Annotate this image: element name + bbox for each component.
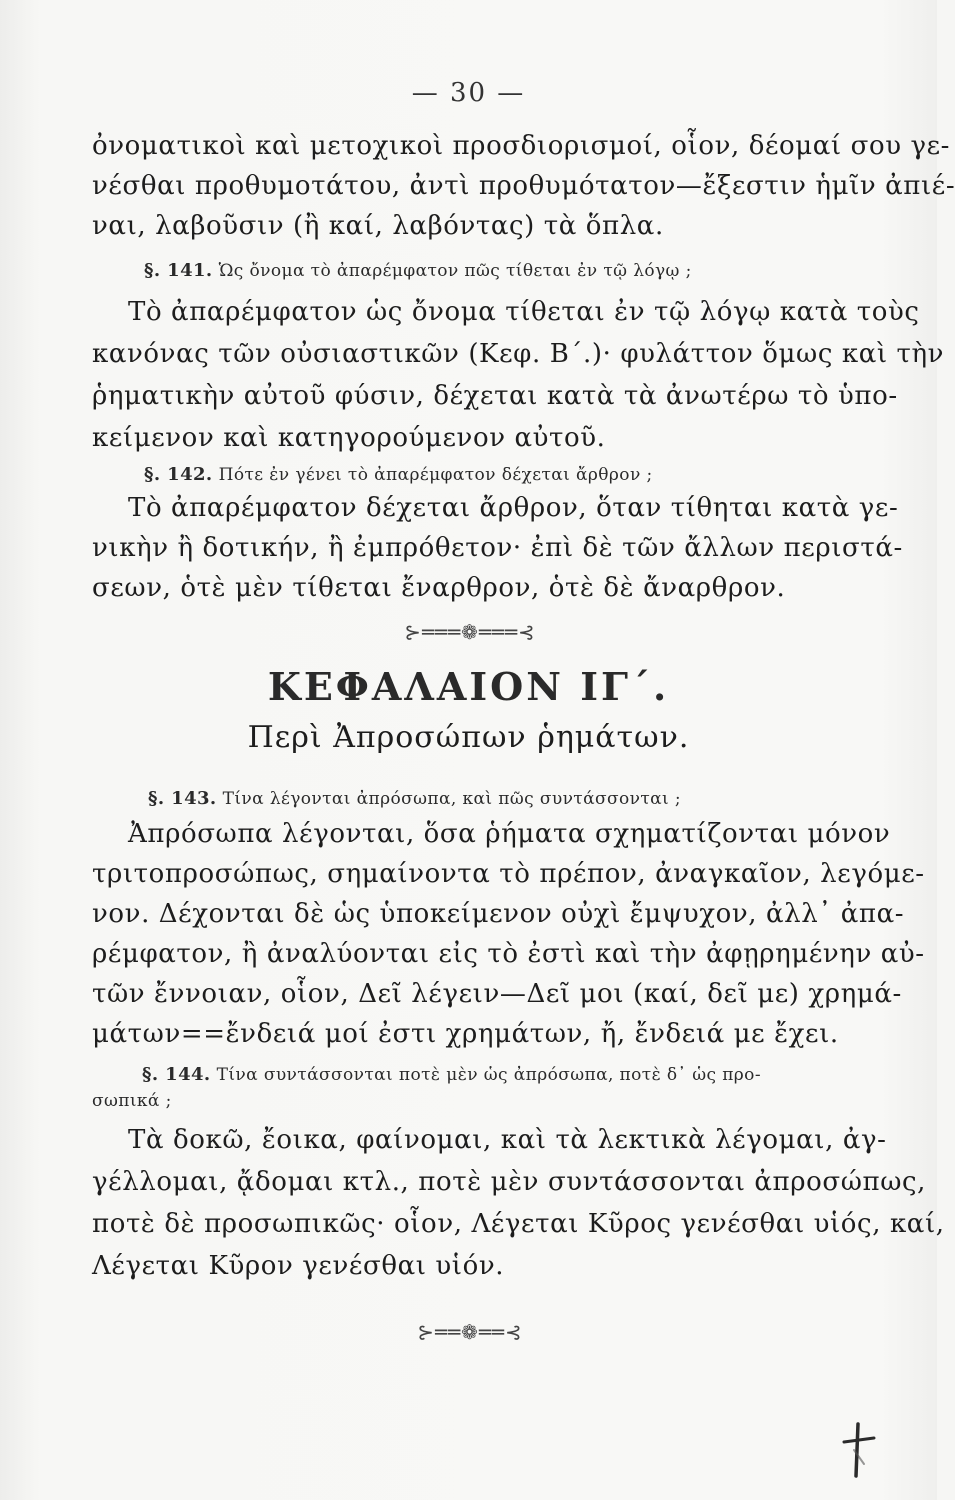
page-number: — 30 — [411, 78, 526, 108]
text-line: γέλλομαι, ᾄδομαι κτλ., ποτὲ μὲν συντάσσονται ἀπροσώπως, [92, 1167, 927, 1197]
section-number: §. 141. [144, 260, 213, 281]
chapter-title: ΚΕΦΑΛΑΙΟΝ ΙΓ΄. [267, 664, 670, 709]
question-text: Τίνα συντάσσονται ποτὲ μὲν ὡς ἀπρόσωπα, ποτὲ δ᾿ ὡς προ- [216, 1065, 761, 1085]
question-text: Πότε ἐν γένει τὸ ἀπαρέμφατον δέχεται ἄρθρον ; [218, 465, 653, 485]
text-line: ναι, λαβοῦσιν (ἢ καί, λαβόντας) τὰ ὅπλα. [92, 211, 664, 241]
section-question-continued: σωπικά ; [92, 1091, 172, 1111]
ornament-divider-bottom: ⊱══❁══⊰ [417, 1320, 523, 1344]
text-line: κείμενον καὶ κατηγορούμενον αὐτοῦ. [92, 423, 606, 453]
text-line: Λέγεται Κῦρον γενέσθαι υἱόν. [92, 1251, 505, 1281]
section-number: §. 144. [142, 1064, 211, 1085]
text-line: Τὸ ἀπαρέμφατον δέχεται ἄρθρον, ὅταν τίθηται κατὰ γε- [128, 493, 899, 523]
section-number: §. 143. [148, 788, 217, 809]
section-question [144, 258, 844, 284]
text-line: Τὰ δοκῶ, ἔοικα, φαίνομαι, καὶ τὰ λεκτικὰ λέγομαι, ἀγ- [128, 1125, 887, 1155]
handwritten-cross-mark [838, 1420, 878, 1480]
section-question [148, 786, 848, 812]
text-line: ῥηματικὴν αὐτοῦ φύσιν, δέχεται κατὰ τὰ ἀνωτέρω τὸ ὑπο- [92, 381, 898, 411]
text-line: τριτοπροσώπως, σημαίνοντα τὸ πρέπον, ἀναγκαῖον, λεγόμε- [92, 859, 925, 889]
section-number: §. 142. [144, 464, 213, 485]
text-line: ὀνοματικοὶ καὶ μετοχικοὶ προσδιορισμοί, οἷον, δέομαί σου γε- [92, 131, 951, 161]
text-line: μάτων==ἔνδειά μοί ἐστι χρημάτων, ἤ, ἔνδειά με ἔχει. [92, 1019, 839, 1049]
text-line: Ἀπρόσωπα λέγονται, ὅσα ῥήματα σχηματίζονται μόνον [128, 819, 891, 849]
text-line: νον. Δέχονται δὲ ὡς ὑποκείμενον οὐχὶ ἔμψυχον, ἀλλ᾿ ἀπα- [92, 899, 905, 929]
text-line: τῶν ἔννοιαν, οἷον, Δεῖ λέγειν—Δεῖ μοι (καί, δεῖ με) χρημά- [92, 979, 902, 1009]
text-line: σεων, ὁτὲ μὲν τίθεται ἔναρθρον, ὁτὲ δὲ ἄναρθρον. [92, 573, 786, 603]
text-line: νικὴν ἢ δοτικήν, ἢ ἐμπρόθετον· ἐπὶ δὲ τῶν ἄλλων περιστά- [92, 533, 903, 563]
section-question [142, 1062, 850, 1088]
text-line: ρέμφατον, ἢ ἀναλύονται εἰς τὸ ἐστὶ καὶ τὴν ἀφῃρημένην αὐ- [92, 939, 925, 969]
text-line: ποτὲ δὲ προσωπικῶς· οἷον, Λέγεται Κῦρος γενέσθαι υἱός, καί, [92, 1209, 945, 1239]
ornament-divider: ⊱═══❁═══⊰ [404, 620, 536, 644]
question-text: Τίνα λέγονται ἀπρόσωπα, καὶ πῶς συντάσσονται ; [222, 789, 682, 809]
text-line: κανόνας τῶν οὐσιαστικῶν (Κεφ. Β΄.)· φυλάττον ὅμως καὶ τὴν [92, 339, 945, 369]
section-question [144, 462, 844, 488]
text-line: Τὸ ἀπαρέμφατον ὡς ὄνομα τίθεται ἐν τῷ λόγῳ κατὰ τοὺς [128, 297, 920, 327]
chapter-subtitle: Περὶ Ἀπροσώπων ῥημάτων. [247, 720, 690, 755]
question-text: Ὡς ὄνομα τὸ ἀπαρέμφατον πῶς τίθεται ἐν τῷ λόγῳ ; [218, 261, 692, 281]
text-line: νέσθαι προθυμοτάτου, ἀντὶ προθυμότατον—ἔξεστιν ἡμῖν ἀπιέ- [92, 171, 955, 201]
